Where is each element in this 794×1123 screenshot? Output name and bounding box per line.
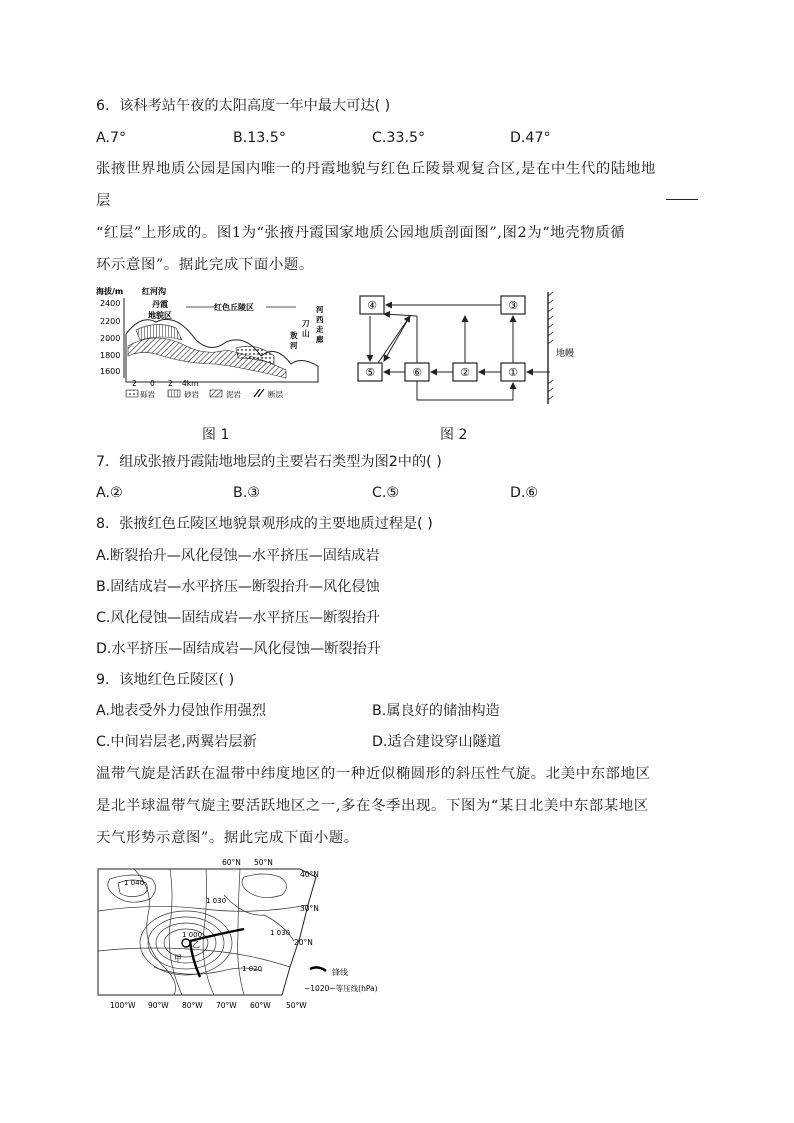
fig1-ytick-2000: 2000 [100,334,121,343]
fig1-scale-2b: 2 [168,379,173,388]
q6-option-d: D.47° [510,130,551,146]
q9-option-c: C.中间岩层老,两翼岩层新 [96,734,257,750]
fig1-label-aohe-1: 敖 [290,331,298,340]
fig1-y-unit: 海拔/m [96,287,124,296]
fig1-label-hexi-2: 西 [316,315,324,324]
fig3-lat-30n: 30°N [300,904,319,913]
fig3-isobar-1030b: 1 030 [270,929,291,937]
passage2-line3: 天气形势示意图”。据此完成下面小题。 [96,830,359,846]
q8-option-d: D.水平挤压—固结成岩—风化侵蚀—断裂抬升 [96,641,381,657]
fig1-scale-2a: 2 [132,379,137,388]
fig3-point-jia: 甲 [174,954,182,963]
fig1-label-hexi-4: 廊 [316,335,324,344]
fig3-legend-front: 锋线 [332,968,348,977]
q8-stem: 8．张掖红色丘陵区地貌景观形成的主要地质过程是( ) [96,516,433,532]
fig1-legend-mudstone: 泥岩 [226,390,241,399]
fig1-legend-conglomerate: 砾岩 [140,390,155,399]
passage2-line2: 是北半球温带气旋主要活跃地区之一,多在冬季出现。下图为“某日北美中东部某地区 [96,798,649,814]
fig1-label-red-hills: 红色丘陵区 [214,303,254,312]
fig1-scale-0: 0 [150,379,155,388]
fig1-label-danxia-1: 丹霞 [152,300,168,309]
fig1-scale-4km: 4km [182,379,199,388]
fig1-label-honghegou: 红河沟 [142,287,166,296]
fig3-isobar-1000: 1 000 [182,931,203,939]
figure1-caption: 图 1 [202,427,230,443]
q7-option-c: C.⑤ [372,485,400,501]
fig2-box-5: ⑤ [365,366,375,379]
q6-option-c: C.33.5° [372,130,426,146]
q8-option-a: A.断裂抬升—风化侵蚀—水平挤压—固结成岩 [96,548,380,564]
fig1-label-aohe-2: 河 [290,341,298,350]
q9-option-d: D.适合建设穿山隧道 [372,734,501,750]
q8-option-c: C.风化侵蚀—固结成岩—水平挤压—断裂抬升 [96,610,380,626]
q6-stem: 6．该科考站午夜的太阳高度一年中最大可达( ) [96,98,391,114]
fig1-label-daoshan-2: 山 [302,329,310,338]
fig1-ytick-1600: 1600 [100,367,121,376]
fig1-ytick-2200: 2200 [100,317,121,326]
fig1-label-danxia-2: 地貌区 [148,311,172,320]
passage1-line4: 环示意图”。据此完成下面小题。 [96,257,314,273]
fig3-lon-60w: 60°W [250,1001,271,1010]
figure1-cross-section [96,284,328,404]
figure2-rock-cycle [350,288,580,408]
fig3-point-yi: 乙 [192,940,200,949]
fig3-lat-40n: 40°N [300,870,319,879]
fig2-box-1: ① [508,366,518,379]
fig1-ytick-2400: 2400 [100,299,121,308]
passage1-line1: 张掖世界地质公园是国内唯一的丹霞地貌与红色丘陵景观复合区,是在中生代的陆地地 [96,161,656,177]
q9-option-a: A.地表受外力侵蚀作用强烈 [96,703,267,719]
passage1-line3: “红层”上形成的。图1为“张掖丹霞国家地质公园地质剖面图”,图2为“地壳物质循 [96,225,626,241]
fig1-legend-sandstone: 砂岩 [184,390,199,399]
fig3-lat-20n: 20°N [294,938,313,947]
passage1-line2: 层 [96,193,111,209]
q6-option-b: B.13.5° [233,130,286,146]
q7-option-a: A.② [96,485,123,501]
figure3-weather-map [94,855,394,1017]
q9-option-b: B.属良好的储油构造 [372,703,500,719]
q7-option-b: B.③ [233,485,260,501]
fig2-box-6: ⑥ [412,366,422,379]
fig3-legend-isobar: ~1020~等压线(hPa) [304,984,378,993]
fig3-isobar-1020: 1 020 [242,965,263,973]
fig2-box-4: ④ [367,299,377,312]
fig2-box-2: ② [460,366,470,379]
fig2-mantle-label: 地幔 [556,349,575,359]
fig3-lon-100w: 100°W [110,1001,136,1010]
fig1-label-daoshan-1: 刀 [302,319,310,328]
q8-option-b: B.固结成岩—水平挤压—断裂抬升—风化侵蚀 [96,579,380,595]
fig1-label-hexi-1: 河 [316,305,324,314]
q7-option-d: D.⑥ [510,485,539,501]
fig3-lat-60n: 60°N [222,858,241,867]
fig3-lon-50w: 50°W [286,1001,307,1010]
fig3-lon-90w: 90°W [148,1001,169,1010]
fig3-lon-80w: 80°W [182,1001,203,1010]
passage2-line1: 温带气旋是活跃在温带中纬度地区的一种近似椭圆形的斜压性气旋。北美中东部地区 [96,766,651,782]
fig1-ytick-1800: 1800 [100,351,121,360]
fig3-lon-70w: 70°W [216,1001,237,1010]
q7-stem: 7．组成张掖丹霞陆地地层的主要岩石类型为图2中的( ) [96,454,442,470]
fig2-box-3: ③ [508,299,518,312]
fig1-label-hexi-3: 走 [316,325,324,334]
blank-rule [666,199,698,200]
fig3-isobar-1030a: 1 030 [206,897,227,905]
fig3-lat-50n: 50°N [254,858,273,867]
fig1-legend-fault: 断层 [268,390,283,399]
figure2-caption: 图 2 [440,427,468,443]
fig3-isobar-1040: 1 040 [124,879,145,887]
q9-stem: 9．该地红色丘陵区( ) [96,672,235,688]
q6-option-a: A.7° [96,130,127,146]
